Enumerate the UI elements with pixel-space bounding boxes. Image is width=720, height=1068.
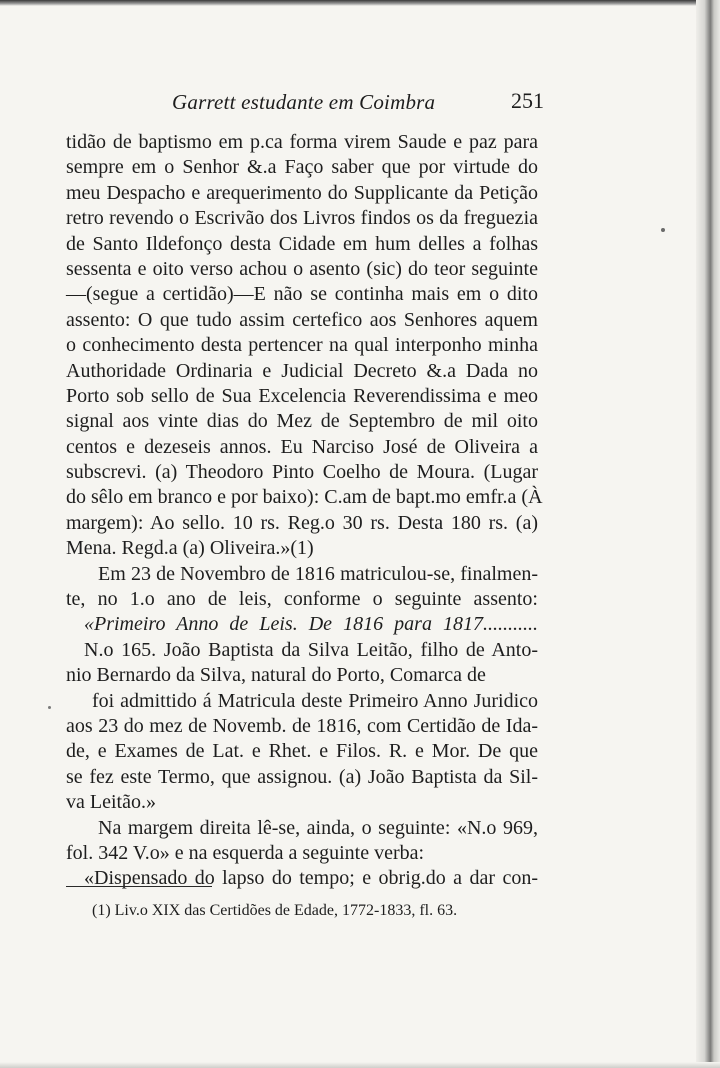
footnote-divider — [66, 886, 212, 887]
text-line: de, e Exames de Lat. e Rhet. e Filos. R. e Mor. De que — [66, 740, 538, 763]
footnote: (1) Liv.o XIX das Certidões de Edade, 1772-1833, fl. 63. — [92, 902, 458, 919]
text-line: «Primeiro Anno de Leis. De 1816 para 1817........... — [84, 613, 538, 636]
text-line: se fez este Termo, que assignou. (a) João Baptista da Sil- — [66, 765, 538, 788]
text-line: centos e dezeseis annos. Eu Narciso José de Oliveira a — [66, 435, 538, 458]
text-line: Na margem direita lê-se, ainda, o seguinte: «N.o 969, — [98, 816, 538, 839]
text-line: o conhecimento desta pertencer na qual interponho minha — [66, 334, 538, 357]
text-line: nio Bernardo da Silva, natural do Porto, Comarca de — [66, 664, 486, 687]
text-line: Em 23 de Novembro de 1816 matriculou-se, finalmen- — [98, 562, 538, 585]
text-line: Authoridade Ordinaria e Judicial Decreto &.a Dada no — [66, 359, 538, 382]
text-line: sessenta e oito verso achou o asento (sic) do teor seguinte — [66, 257, 538, 280]
scan-speck — [48, 706, 51, 709]
text-line: «Dispensado do lapso do tempo; e obrig.do a dar con- — [84, 867, 538, 890]
text-line: foi admittido á Matricula deste Primeiro Anno Juridico — [92, 689, 538, 712]
text-line: do sêlo em branco e por baixo): C.am de bapt.mo emfr.a (À — [66, 486, 543, 509]
text-line: de Santo Ildefonço desta Cidade em hum delles a folhas — [66, 232, 538, 255]
page-gutter-edge — [696, 0, 720, 1068]
text-line: sempre em o Senhor &.a Faço saber que por virtude do — [66, 156, 538, 179]
text-line: retro revendo o Escrivão dos Livros findos os da freguezia — [66, 207, 538, 230]
page-header — [0, 84, 720, 114]
body-text — [66, 130, 543, 892]
text-line: signal aos vinte dias do Mez de Septembro de mil oito — [66, 410, 538, 433]
text-line: fol. 342 V.o» e na esquerda a seguinte verba: — [66, 841, 425, 864]
text-line: tidão de baptismo em p.ca forma virem Saude e paz para — [66, 131, 538, 153]
scan-bottom-edge — [0, 1062, 720, 1068]
text-line: N.o 165. João Baptista da Silva Leitão, filho de Anto- — [84, 638, 538, 661]
scan-speck — [661, 228, 665, 232]
text-line: assento: O que tudo assim certefico aos Senhores aquem — [66, 308, 538, 331]
text-line: te, no 1.o ano de leis, conforme o seguinte assento: — [66, 588, 538, 611]
running-title: Garrett estudante em Coimbra — [172, 90, 436, 114]
text-line: aos 23 do mez de Novemb. de 1816, com Certidão de Ida- — [66, 714, 538, 737]
page-number: 251 — [511, 88, 544, 113]
text-line: margem): Ao sello. 10 rs. Reg.o 30 rs. Desta 180 rs. (a) — [66, 511, 538, 534]
text-line: va Leitão.» — [66, 791, 156, 814]
text-line: subscrevi. (a) Theodoro Pinto Coelho de Moura. (Lugar — [66, 461, 538, 484]
text-line: —(segue a certidão)—E não se continha mais em o dito — [66, 283, 538, 306]
text-line: Porto sob sello de Sua Excelencia Reverendissima e meo — [66, 384, 538, 407]
text-line: meu Despacho e arequerimento do Supplicante da Petição — [66, 181, 538, 204]
scan-top-edge — [0, 0, 720, 6]
text-line: Mena. Regd.a (a) Oliveira.»(1) — [66, 537, 314, 560]
